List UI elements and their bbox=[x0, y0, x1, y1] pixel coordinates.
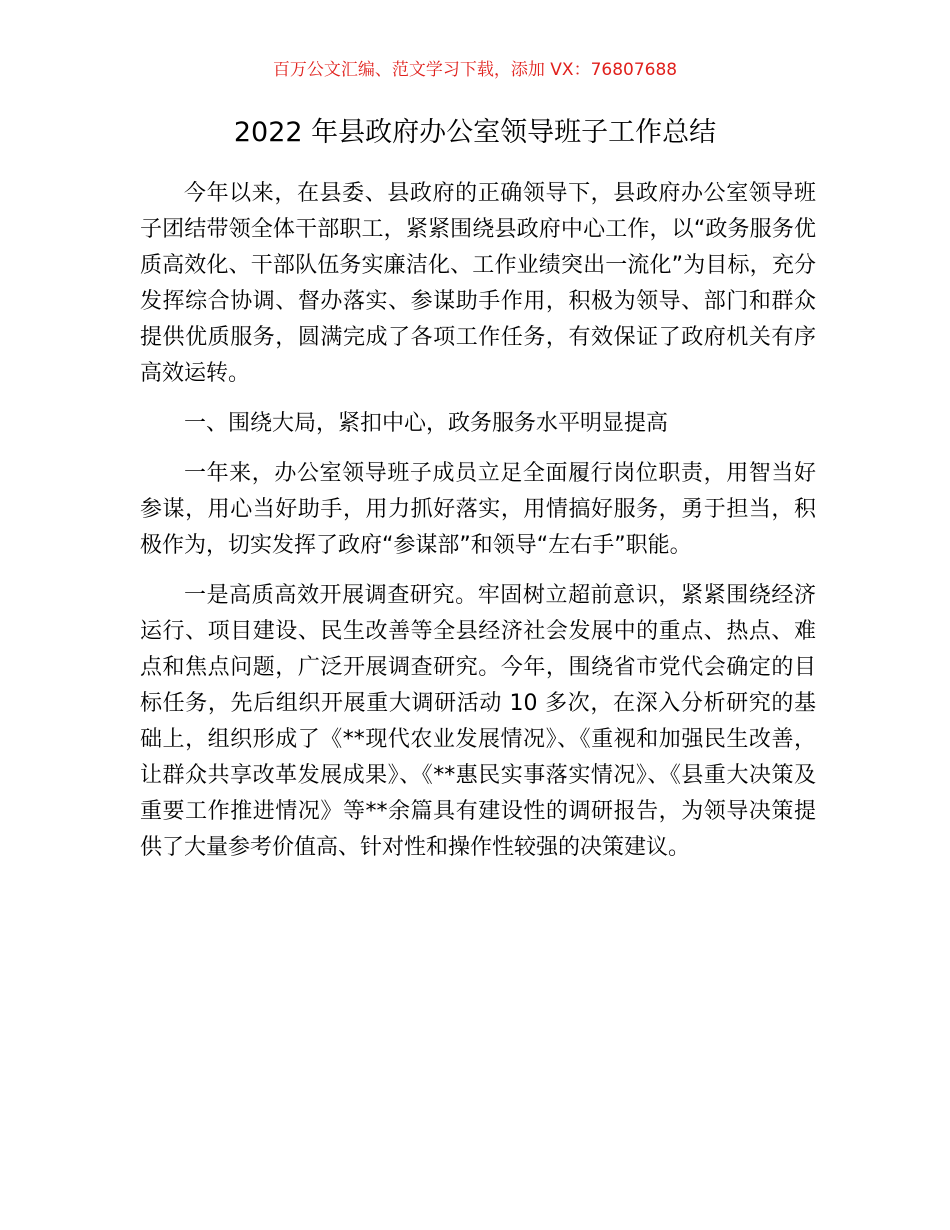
document-title: 2022 年县政府办公室领导班子工作总结 bbox=[233, 117, 717, 148]
section-heading: 一、围绕大局，紧扣中心，政务服务水平明显提高 bbox=[184, 411, 669, 436]
document-body bbox=[140, 176, 816, 880]
header-watermark-note: 百万公文汇编、范文学习下载，添加 VX：76807688 bbox=[272, 60, 678, 80]
research-paragraph: 一是高质高效开展调查研究。牢固树立超前意识，紧紧围绕经济运行、项目建设、民生改善等全县经济社会发展中的重点、热点、难点和焦点问题，广泛开展调查研究。今年，围绕省市党代会确定的目标任务，先后组织开展重大调研活动 10 多次，在深入分析研究的基础上，组织形成了《**现代农业发展情况》、《重视和加强民生改善，让群众共享改革发展成果》、《**惠民实事落实情况》、《县重大决策及重要工作推进情况》等**余篇具有建设性的调研报告，为领导决策提供了大量参考价值高、针对性和操作性较强的决策建议。 bbox=[140, 583, 816, 860]
intro-paragraph: 今年以来，在县委、县政府的正确领导下，县政府办公室领导班子团结带领全体干部职工，紧紧围绕县政府中心工作，以“政务服务优质高效化、干部队伍务实廉洁化、工作业绩突出一流化”为目标，充分发挥综合协调、督办落实、参谋助手作用，积极为领导、部门和群众提供优质服务，圆满完成了各项工作任务，有效保证了政府机关有序高效运转。 bbox=[140, 181, 816, 386]
section-intro-paragraph: 一年来，办公室领导班子成员立足全面履行岗位职责，用智当好参谋，用心当好助手，用力抓好落实，用情搞好服务，勇于担当，积极作为，切实发挥了政府“参谋部”和领导“左右手”职能。 bbox=[140, 461, 816, 558]
